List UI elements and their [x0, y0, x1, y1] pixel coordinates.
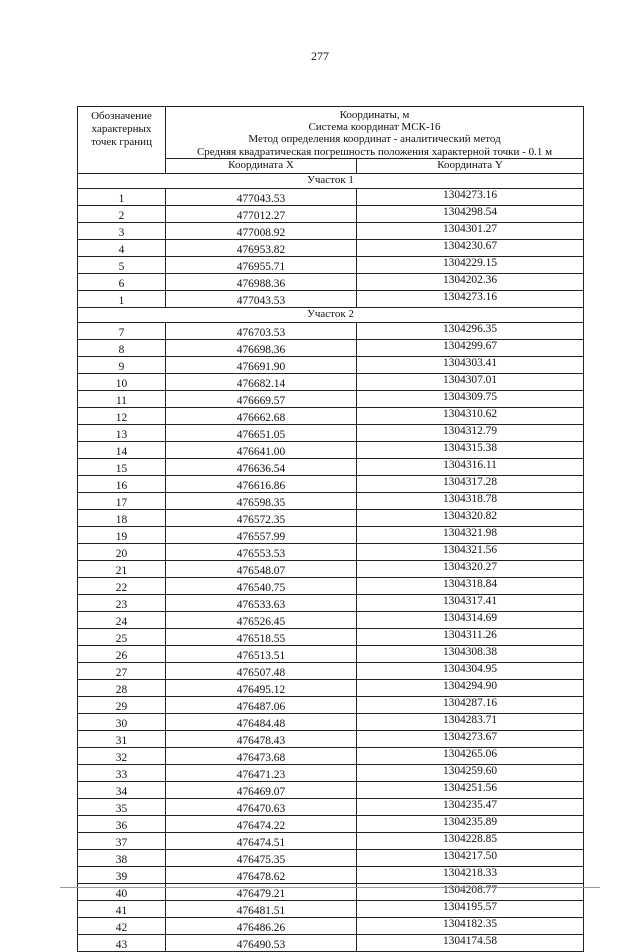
point-number-cell: 30	[78, 713, 166, 730]
point-number-cell: 42	[78, 917, 166, 934]
table-row	[78, 475, 584, 492]
table-row	[78, 526, 584, 543]
coordinate-x-cell: 476475.35	[166, 849, 357, 866]
point-number-cell: 22	[78, 577, 166, 594]
table-row	[78, 798, 584, 815]
table-row	[78, 441, 584, 458]
coordinate-x-cell: 476548.07	[166, 560, 357, 577]
coordinate-y-cell: 1304202.36	[357, 273, 584, 290]
table-row	[78, 543, 584, 560]
table-row	[78, 424, 584, 441]
table-row	[78, 866, 584, 883]
coordinate-y-cell: 1304174.58	[357, 934, 584, 951]
table-row	[78, 509, 584, 526]
table-row	[78, 205, 584, 222]
coordinates-header	[166, 107, 584, 159]
table-row	[78, 628, 584, 645]
coordinate-x-cell: 476474.22	[166, 815, 357, 832]
section-title: Участок 1	[78, 173, 584, 188]
point-number-cell: 9	[78, 356, 166, 373]
table-row	[78, 222, 584, 239]
table-row	[78, 747, 584, 764]
coordinate-x-cell: 476469.07	[166, 781, 357, 798]
table-row	[78, 273, 584, 290]
table-header-row	[78, 107, 584, 159]
point-number-cell: 21	[78, 560, 166, 577]
coordinate-y-cell: 1304320.82	[357, 509, 584, 526]
coordinate-y-cell: 1304218.33	[357, 866, 584, 883]
table-row	[78, 256, 584, 273]
point-number-cell: 16	[78, 475, 166, 492]
coordinate-x-cell: 476486.26	[166, 917, 357, 934]
table-row	[78, 713, 584, 730]
coordinate-y-cell: 1304309.75	[357, 390, 584, 407]
coordinate-y-cell: 1304273.16	[357, 290, 584, 307]
coordinate-y-cell: 1304318.78	[357, 492, 584, 509]
coordinate-x-cell: 477043.53	[166, 188, 357, 205]
coordinate-x-cell: 476474.51	[166, 832, 357, 849]
table-row	[78, 645, 584, 662]
coordinates-header-line: Координаты, м	[339, 109, 410, 121]
coordinate-y-cell: 1304312.79	[357, 424, 584, 441]
coordinate-y-cell: 1304320.27	[357, 560, 584, 577]
coordinate-x-cell: 476471.23	[166, 764, 357, 781]
coordinate-x-cell: 476470.63	[166, 798, 357, 815]
coordinate-x-cell: 477012.27	[166, 205, 357, 222]
coordinate-y-cell: 1304321.56	[357, 543, 584, 560]
point-number-cell: 10	[78, 373, 166, 390]
coordinate-x-cell: 476484.48	[166, 713, 357, 730]
coordinate-y-cell: 1304273.67	[357, 730, 584, 747]
point-number-cell: 7	[78, 322, 166, 339]
coordinate-x-cell: 477043.53	[166, 290, 357, 307]
table-row	[78, 356, 584, 373]
table-row	[78, 577, 584, 594]
coordinate-x-cell: 476651.05	[166, 424, 357, 441]
coordinate-y-cell: 1304307.01	[357, 373, 584, 390]
point-number-cell: 20	[78, 543, 166, 560]
coordinate-y-cell: 1304318.84	[357, 577, 584, 594]
coordinate-y-cell: 1304217.50	[357, 849, 584, 866]
point-number-cell: 35	[78, 798, 166, 815]
coordinate-y-cell: 1304317.28	[357, 475, 584, 492]
table-row	[78, 239, 584, 256]
point-number-cell: 1	[78, 188, 166, 205]
coordinate-x-cell: 476479.21	[166, 883, 357, 900]
table-row	[78, 849, 584, 866]
coordinate-x-cell: 476988.36	[166, 273, 357, 290]
coordinate-y-cell: 1304296.35	[357, 322, 584, 339]
coordinate-x-cell: 476553.53	[166, 543, 357, 560]
page-bottom-rule	[60, 887, 600, 888]
point-number-cell: 15	[78, 458, 166, 475]
table-row	[78, 339, 584, 356]
table-row	[78, 560, 584, 577]
table-row	[78, 764, 584, 781]
point-number-cell: 17	[78, 492, 166, 509]
table-row	[78, 594, 584, 611]
coordinate-x-cell: 476955.71	[166, 256, 357, 273]
coordinate-y-cell: 1304315.38	[357, 441, 584, 458]
coordinate-x-cell: 476540.75	[166, 577, 357, 594]
table-row	[78, 832, 584, 849]
coordinate-y-cell: 1304259.60	[357, 764, 584, 781]
point-number-cell: 13	[78, 424, 166, 441]
point-number-cell: 39	[78, 866, 166, 883]
coordinate-y-cell: 1304304.95	[357, 662, 584, 679]
table-row	[78, 900, 584, 917]
point-number-cell: 24	[78, 611, 166, 628]
point-number-cell: 8	[78, 339, 166, 356]
coordinate-x-cell: 476616.86	[166, 475, 357, 492]
point-number-cell: 28	[78, 679, 166, 696]
point-number-cell: 23	[78, 594, 166, 611]
table-row	[78, 390, 584, 407]
coordinate-x-cell: 476526.45	[166, 611, 357, 628]
coordinate-y-cell: 1304228.85	[357, 832, 584, 849]
coordinate-y-cell: 1304299.67	[357, 339, 584, 356]
coordinate-x-cell: 476572.35	[166, 509, 357, 526]
coordinate-x-cell: 477008.92	[166, 222, 357, 239]
coordinate-y-cell: 1304310.62	[357, 407, 584, 424]
point-number-cell: 41	[78, 900, 166, 917]
table-row	[78, 815, 584, 832]
coordinate-x-cell: 476953.82	[166, 239, 357, 256]
coordinate-x-cell: 476513.51	[166, 645, 357, 662]
coordinate-y-cell: 1304229.15	[357, 256, 584, 273]
point-number-cell: 31	[78, 730, 166, 747]
point-number-cell: 27	[78, 662, 166, 679]
coordinate-x-cell: 476473.68	[166, 747, 357, 764]
coordinate-y-cell: 1304182.35	[357, 917, 584, 934]
point-number-cell: 36	[78, 815, 166, 832]
point-number-cell: 33	[78, 764, 166, 781]
coordinate-x-cell: 476557.99	[166, 526, 357, 543]
point-number-cell: 2	[78, 205, 166, 222]
point-number-cell: 43	[78, 934, 166, 951]
table-row	[78, 492, 584, 509]
coordinate-y-cell: 1304321.98	[357, 526, 584, 543]
table-row	[78, 322, 584, 339]
coordinate-y-cell: 1304195.57	[357, 900, 584, 917]
coordinate-y-cell: 1304273.16	[357, 188, 584, 205]
table-row	[78, 730, 584, 747]
point-number-cell: 29	[78, 696, 166, 713]
coordinate-y-cell: 1304287.16	[357, 696, 584, 713]
section-title: Участок 2	[78, 307, 584, 322]
coordinate-x-cell: 476478.62	[166, 866, 357, 883]
coordinate-y-cell: 1304316.11	[357, 458, 584, 475]
coordinates-header-line: Средняя квадратическая погрешность положения характерной точки - 0.1 м	[196, 145, 553, 158]
coordinate-x-cell: 476478.43	[166, 730, 357, 747]
coordinate-x-header: Координата X	[166, 158, 357, 173]
coordinate-x-cell: 476495.12	[166, 679, 357, 696]
coordinate-x-cell: 476507.48	[166, 662, 357, 679]
point-number-cell: 14	[78, 441, 166, 458]
table-row	[78, 883, 584, 900]
coordinate-x-cell: 476682.14	[166, 373, 357, 390]
coordinate-y-cell: 1304294.90	[357, 679, 584, 696]
coordinate-y-cell: 1304251.56	[357, 781, 584, 798]
table-row	[78, 188, 584, 205]
table-row	[78, 696, 584, 713]
table-row	[78, 458, 584, 475]
coordinate-x-cell: 476487.06	[166, 696, 357, 713]
table-row	[78, 662, 584, 679]
point-number-cell: 26	[78, 645, 166, 662]
table-row	[78, 373, 584, 390]
coordinate-y-cell: 1304308.38	[357, 645, 584, 662]
coordinate-y-cell: 1304265.06	[357, 747, 584, 764]
coordinate-y-header: Координата Y	[357, 158, 584, 173]
point-number-cell: 40	[78, 883, 166, 900]
coordinate-y-cell: 1304235.47	[357, 798, 584, 815]
table-row	[78, 290, 584, 307]
table-row	[78, 781, 584, 798]
coordinate-x-cell: 476641.00	[166, 441, 357, 458]
coordinate-x-cell: 476518.55	[166, 628, 357, 645]
coordinate-x-cell: 476691.90	[166, 356, 357, 373]
coordinate-y-cell: 1304301.27	[357, 222, 584, 239]
point-number-cell: 3	[78, 222, 166, 239]
coordinate-y-cell: 1304235.89	[357, 815, 584, 832]
coordinate-x-cell: 476598.35	[166, 492, 357, 509]
point-number-cell: 6	[78, 273, 166, 290]
coordinates-table-body	[78, 107, 584, 952]
coordinate-y-cell: 1304314.69	[357, 611, 584, 628]
coordinate-y-cell: 1304298.54	[357, 205, 584, 222]
coordinate-y-cell: 1304317.41	[357, 594, 584, 611]
coordinate-y-cell: 1304311.26	[357, 628, 584, 645]
coordinate-x-cell: 476533.63	[166, 594, 357, 611]
point-number-cell: 19	[78, 526, 166, 543]
table-row	[78, 679, 584, 696]
point-number-cell: 32	[78, 747, 166, 764]
coordinate-y-cell: 1304230.67	[357, 239, 584, 256]
point-number-cell: 1	[78, 290, 166, 307]
coordinate-x-cell: 476662.68	[166, 407, 357, 424]
table-row	[78, 407, 584, 424]
point-number-cell: 11	[78, 390, 166, 407]
point-number-cell: 18	[78, 509, 166, 526]
table-row	[78, 917, 584, 934]
point-number-cell: 37	[78, 832, 166, 849]
page-number: 277	[311, 49, 329, 63]
coordinate-x-cell: 476481.51	[166, 900, 357, 917]
coordinate-x-cell: 476490.53	[166, 934, 357, 951]
table-row	[78, 611, 584, 628]
point-number-cell: 38	[78, 849, 166, 866]
point-number-cell: 12	[78, 407, 166, 424]
point-number-cell: 5	[78, 256, 166, 273]
coordinate-x-cell: 476703.53	[166, 322, 357, 339]
coordinate-x-cell: 476698.36	[166, 339, 357, 356]
coordinate-x-cell: 476636.54	[166, 458, 357, 475]
point-number-cell: 4	[78, 239, 166, 256]
coordinate-y-cell: 1304208.77	[357, 883, 584, 900]
coordinates-header-line: Система координат МСК-16	[308, 121, 441, 134]
point-number-cell: 34	[78, 781, 166, 798]
coordinates-table	[77, 106, 584, 952]
point-number-cell: 25	[78, 628, 166, 645]
section-row	[78, 173, 584, 188]
coordinate-y-cell: 1304283.71	[357, 713, 584, 730]
coordinate-y-cell: 1304303.41	[357, 356, 584, 373]
table-row	[78, 934, 584, 951]
section-row	[78, 307, 584, 322]
coordinate-x-cell: 476669.57	[166, 390, 357, 407]
point-designation-header: Обозначение характерных точек границ	[78, 107, 166, 174]
coordinates-header-line: Метод определения координат - аналитический метод	[248, 133, 501, 146]
